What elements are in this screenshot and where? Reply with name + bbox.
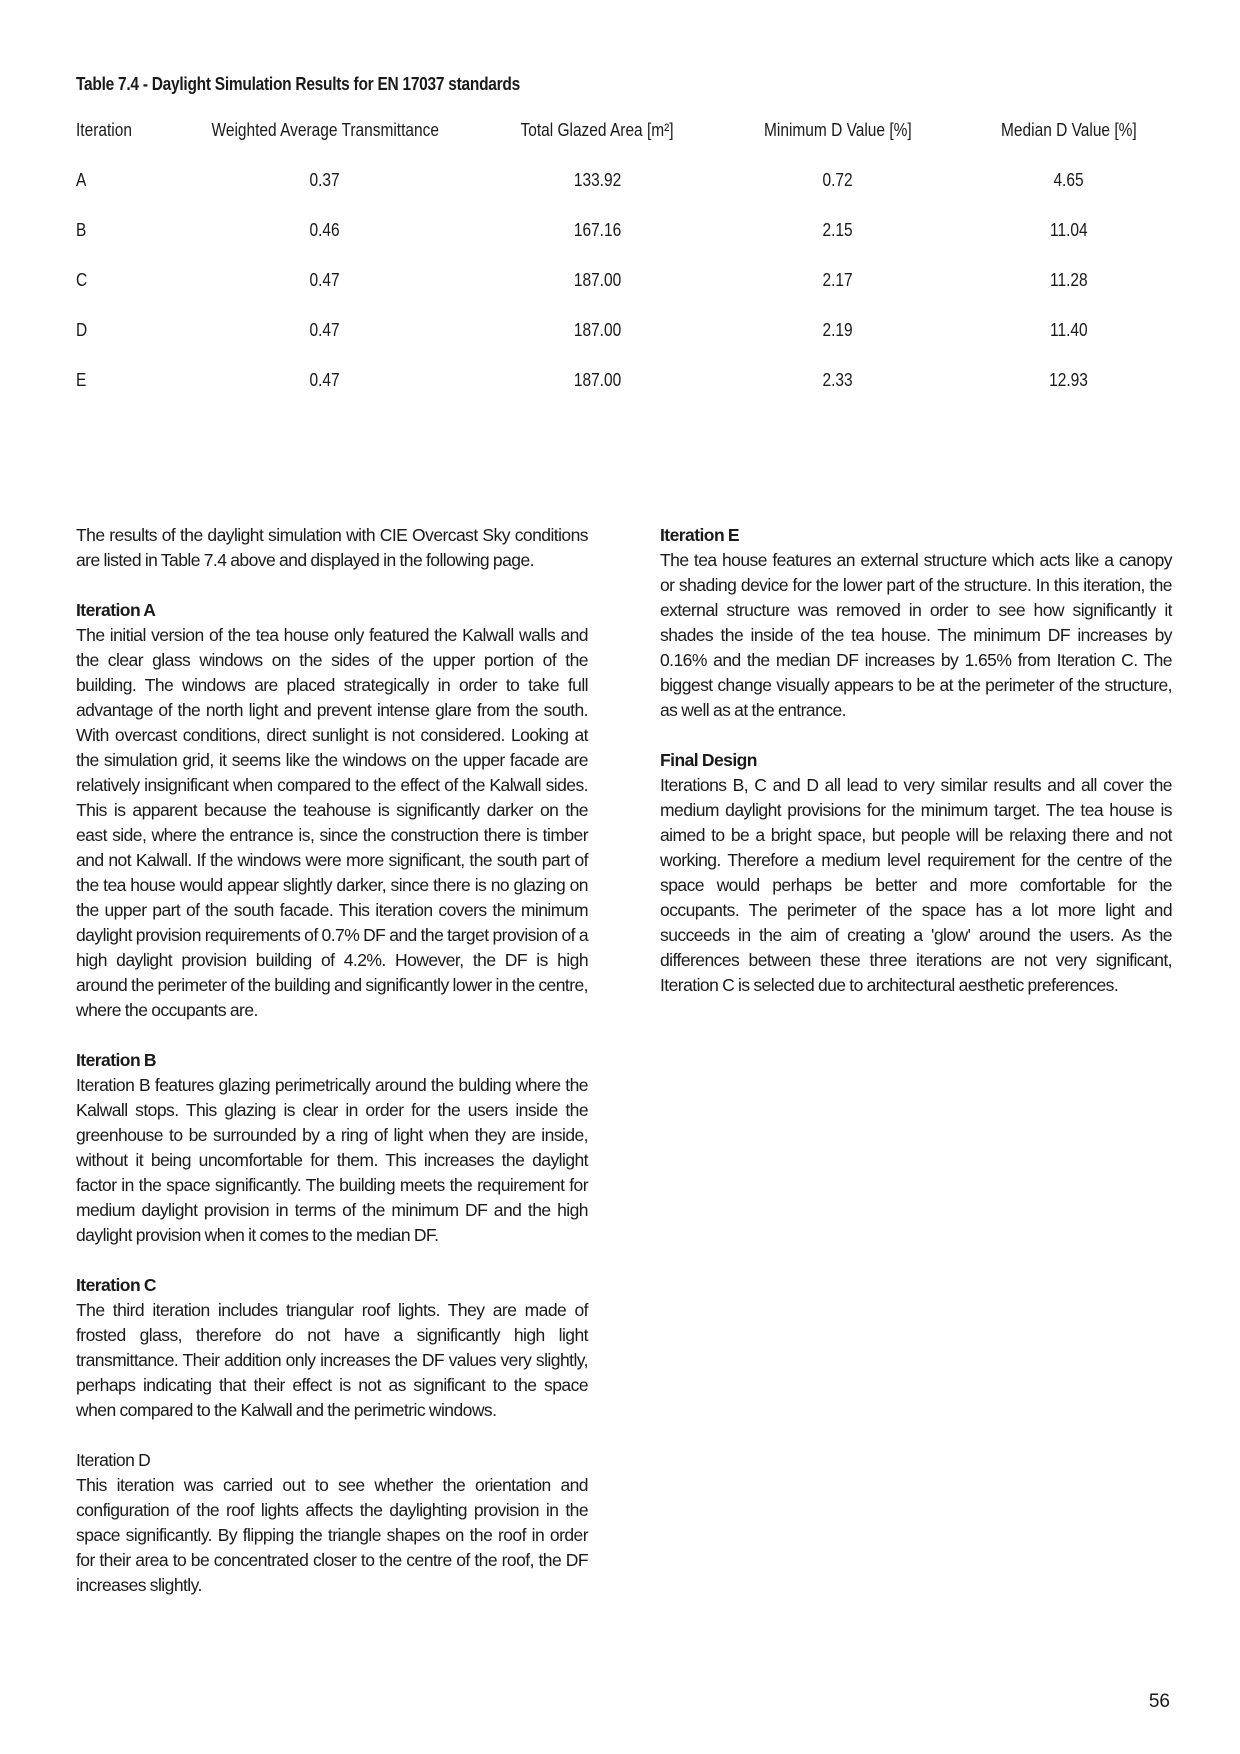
table-title: Table 7.4 - Daylight Simulation Results for EN 17037 standards (76, 74, 520, 94)
cell-glazed-area: 187.00 (573, 370, 622, 390)
section-final-design (660, 748, 1172, 998)
cell-median-d: 11.28 (1050, 270, 1088, 290)
cell-iteration: C (76, 270, 88, 290)
cell-iteration: B (76, 220, 87, 240)
cell-transmittance: 0.37 (309, 170, 341, 190)
section-body: This iteration was carried out to see whether the orientation and configuration of the roof lights affects the daylighting provision in the space significantly. By flipping the triangle shapes on the roof in order for their area to be concentrated closer to the centre of the roof, the DF increases slightly. (76, 1475, 588, 1595)
results-table (76, 120, 1174, 420)
cell-median-d: 11.40 (1050, 320, 1088, 340)
section-heading: Final Design (660, 750, 757, 770)
section-heading: Iteration E (660, 525, 740, 545)
table-row (76, 320, 1174, 370)
header-iteration: Iteration (76, 120, 132, 140)
cell-glazed-area: 133.92 (573, 170, 622, 190)
intro-paragraph: The results of the daylight simulation with CIE Overcast Sky conditions are listed in Table 7.4 above and displayed in the following page. (76, 525, 588, 570)
table-header-row (76, 120, 1174, 170)
section-heading: Iteration A (76, 600, 156, 620)
cell-median-d: 4.65 (1053, 170, 1085, 190)
section-body: The initial version of the tea house only featured the Kalwall walls and the clear glass windows on the sides of the upper portion of the building. The windows are placed strategically in order to take full advantage of the north light and prevent intense glare from the south. With overcast conditions, direct sunlight is not considered. Looking at the simulation grid, it seems like the windows on the upper facade are relatively insignificant when compared to the effect of the Kalwall sides. This is apparent because the teahouse is significantly darker on the east side, where the entrance is, since the construction there is timber and not Kalwall. If the windows were more significant, the south part of the tea house would appear slightly darker, since there is no glazing on the upper part of the south facade. This iteration covers the minimum daylight provision requirements of 0.7% DF and the target provision of a high daylight provision building of 4.2%. However, the DF is high around the perimeter of the building and significantly lower in the centre, where the occupants are. (76, 625, 588, 1020)
cell-transmittance: 0.47 (309, 370, 341, 390)
section-iteration-e (660, 523, 1172, 723)
section-iteration-c (76, 1273, 588, 1423)
section-heading: Iteration D (76, 1450, 151, 1470)
cell-transmittance: 0.46 (309, 220, 341, 240)
cell-transmittance: 0.47 (309, 320, 341, 340)
table-row (76, 220, 1174, 270)
header-minimum-d: Minimum D Value [%] (763, 120, 912, 140)
table-row (76, 370, 1174, 420)
section-body: Iteration B features glazing perimetrically around the bulding where the Kalwall stops. This glazing is clear in order for the users inside the greenhouse to be surrounded by a ring of light when they are inside, without it being uncomfortable for them. This increases the daylight factor in the space significantly. The building meets the requirement for medium daylight provision in terms of the minimum DF and the high daylight provision when it comes to the median DF. (76, 1075, 588, 1245)
section-heading: Iteration B (76, 1050, 156, 1070)
cell-glazed-area: 167.16 (573, 220, 622, 240)
cell-median-d: 12.93 (1049, 370, 1089, 390)
left-column (76, 523, 588, 1623)
header-transmittance: Weighted Average Transmittance (211, 120, 439, 140)
section-iteration-b (76, 1048, 588, 1248)
section-iteration-a (76, 598, 588, 1023)
page-number: 56 (1148, 1691, 1170, 1712)
section-body: Iterations B, C and D all lead to very similar results and all cover the medium daylight provisions for the minimum target. The tea house is aimed to be a bright space, but people will be relaxing there and not working. Therefore a medium level requirement for the centre of the space would perhaps be better and more comfortable for the occupants. The perimeter of the space has a lot more light and succeeds in the aim of creating a 'glow' around the users. As the differences between these three iterations are not very significant, Iteration C is selected due to architectural aesthetic preferences. (660, 775, 1172, 995)
cell-iteration: D (76, 320, 88, 340)
section-body: The tea house features an external structure which acts like a canopy or shading device for the lower part of the structure. In this iteration, the external structure was removed in order to see how significantly it shades the inside of the tea house. The minimum DF increases by 0.16% and the median DF increases by 1.65% from Iteration C. The biggest change visually appears to be at the perimeter of the structure, as well as at the entrance. (660, 550, 1172, 720)
cell-minimum-d: 2.19 (822, 320, 853, 340)
header-glazed-area: Total Glazed Area [m²] (520, 120, 675, 140)
cell-transmittance: 0.47 (309, 270, 341, 290)
section-iteration-d (76, 1448, 588, 1598)
section-body: The third iteration includes triangular roof lights. They are made of frosted glass, therefore do not have a significantly high light transmittance. Their addition only increases the DF values very slightly, perhaps indicating that their effect is not as significant to the space when compared to the Kalwall and the perimetric windows. (76, 1300, 588, 1420)
cell-minimum-d: 2.33 (822, 370, 853, 390)
cell-minimum-d: 0.72 (822, 170, 853, 190)
cell-iteration: A (76, 170, 87, 190)
table-row (76, 170, 1174, 220)
cell-glazed-area: 187.00 (573, 270, 622, 290)
table-row (76, 270, 1174, 320)
cell-minimum-d: 2.17 (822, 270, 853, 290)
right-column (660, 523, 1172, 1023)
cell-median-d: 11.04 (1050, 220, 1088, 240)
cell-iteration: E (76, 370, 87, 390)
section-heading: Iteration C (76, 1275, 156, 1295)
header-median-d: Median D Value [%] (1001, 120, 1137, 140)
cell-minimum-d: 2.15 (822, 220, 853, 240)
cell-glazed-area: 187.00 (573, 320, 622, 340)
